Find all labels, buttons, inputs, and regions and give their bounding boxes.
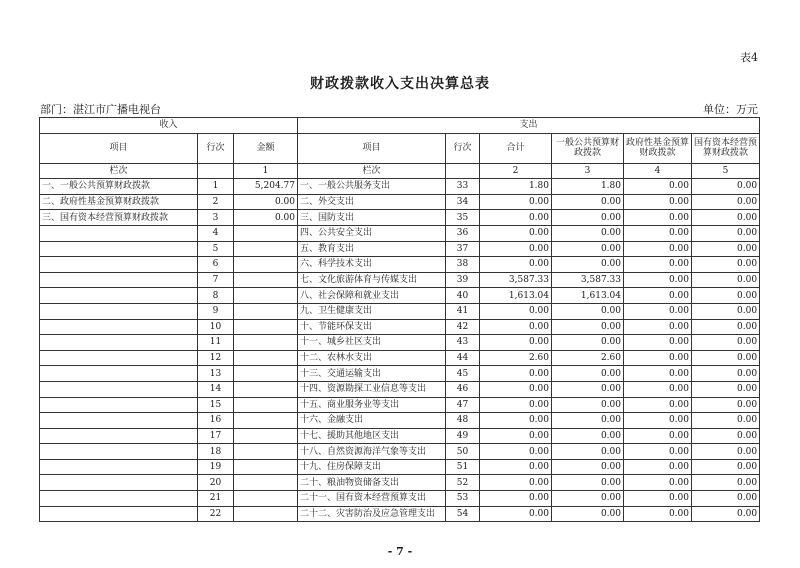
income-item-cell	[40, 303, 198, 319]
income-amount-cell	[234, 303, 298, 319]
income-row-no-header: 行次	[198, 133, 234, 163]
income-amount-cell: 0.00	[234, 210, 298, 226]
state-capital-cell: 0.00	[692, 288, 760, 304]
gov-fund-cell: 0.00	[624, 257, 692, 273]
general-budget-cell: 0.00	[552, 381, 624, 397]
income-row-number-cell: 14	[198, 381, 234, 397]
column-number: 4	[624, 163, 692, 179]
expense-row-number-cell: 47	[446, 397, 480, 413]
income-item-cell	[40, 335, 198, 351]
total-cell: 0.00	[480, 210, 552, 226]
income-row-number-cell: 7	[198, 272, 234, 288]
table-row	[40, 303, 760, 319]
expense-row-no-header: 行次	[446, 133, 480, 163]
state-capital-cell: 0.00	[692, 257, 760, 273]
total-cell: 1,613.04	[480, 288, 552, 304]
expense-row-number-cell: 35	[446, 210, 480, 226]
table-row	[40, 475, 760, 491]
expense-item-cell: 二十、粮油物资储备支出	[298, 475, 446, 491]
general-budget-cell: 0.00	[552, 491, 624, 507]
income-amount-cell	[234, 350, 298, 366]
table-row	[40, 506, 760, 522]
income-amount-cell	[234, 413, 298, 429]
gov-fund-cell: 0.00	[624, 381, 692, 397]
table-row	[40, 257, 760, 273]
state-capital-cell: 0.00	[692, 428, 760, 444]
gov-fund-cell: 0.00	[624, 444, 692, 460]
income-row-number-cell: 13	[198, 366, 234, 382]
income-amount-cell	[234, 272, 298, 288]
general-budget-cell: 0.00	[552, 475, 624, 491]
general-budget-cell: 0.00	[552, 397, 624, 413]
general-budget-cell: 0.00	[552, 366, 624, 382]
income-item-cell	[40, 288, 198, 304]
general-budget-cell: 2.60	[552, 350, 624, 366]
total-cell: 0.00	[480, 194, 552, 210]
page-number: - 7 -	[387, 545, 413, 558]
expense-item-cell: 十一、城乡社区支出	[298, 335, 446, 351]
gov-fund-cell: 0.00	[624, 303, 692, 319]
table-row	[40, 366, 760, 382]
gov-fund-cell: 0.00	[624, 366, 692, 382]
table-row	[40, 381, 760, 397]
expense-item-cell: 十七、援助其他地区支出	[298, 428, 446, 444]
income-item-cell	[40, 459, 198, 475]
expense-item-cell: 一、一般公共服务支出	[298, 179, 446, 195]
general-budget-cell: 0.00	[552, 257, 624, 273]
income-row-number-cell: 9	[198, 303, 234, 319]
state-capital-cell: 0.00	[692, 475, 760, 491]
table-row	[40, 397, 760, 413]
expense-item-cell: 四、公共安全支出	[298, 225, 446, 241]
total-cell: 0.00	[480, 257, 552, 273]
total-cell: 0.00	[480, 506, 552, 522]
general-budget-cell: 0.00	[552, 335, 624, 351]
gov-fund-cell: 0.00	[624, 491, 692, 507]
table-row	[40, 210, 760, 226]
state-capital-cell: 0.00	[692, 335, 760, 351]
total-cell: 0.00	[480, 241, 552, 257]
gov-fund-cell: 0.00	[624, 319, 692, 335]
state-capital-cell: 0.00	[692, 210, 760, 226]
table-row	[40, 413, 760, 429]
general-budget-cell: 1,613.04	[552, 288, 624, 304]
expense-row-number-cell: 51	[446, 459, 480, 475]
column-number: 2	[480, 163, 552, 179]
total-cell: 0.00	[480, 303, 552, 319]
expense-row-number-cell: 43	[446, 335, 480, 351]
total-cell: 0.00	[480, 491, 552, 507]
expense-item-cell: 十四、资源勘探工业信息等支出	[298, 381, 446, 397]
income-row-number-cell: 15	[198, 397, 234, 413]
table-row	[40, 491, 760, 507]
total-header: 合计	[480, 133, 552, 163]
income-item-cell	[40, 381, 198, 397]
general-budget-cell: 3,587.33	[552, 272, 624, 288]
expense-item-header: 项目	[298, 133, 446, 163]
income-amount-cell	[234, 257, 298, 273]
income-item-cell	[40, 397, 198, 413]
total-cell: 2.60	[480, 350, 552, 366]
expense-group-header: 支出	[298, 118, 760, 134]
income-amount-cell: 5,204.77	[234, 179, 298, 195]
income-row-number-cell: 18	[198, 444, 234, 460]
expense-item-cell: 十八、自然资源海洋气象等支出	[298, 444, 446, 460]
column-number: 5	[692, 163, 760, 179]
income-row-number-cell: 2	[198, 194, 234, 210]
table-row	[40, 225, 760, 241]
table-row	[40, 459, 760, 475]
state-capital-cell: 0.00	[692, 381, 760, 397]
income-amount-cell	[234, 241, 298, 257]
expense-item-cell: 十、节能环保支出	[298, 319, 446, 335]
expense-item-cell: 十二、农林水支出	[298, 350, 446, 366]
expense-row-number-cell: 44	[446, 350, 480, 366]
total-cell: 0.00	[480, 366, 552, 382]
expense-row-number-cell: 48	[446, 413, 480, 429]
income-item-cell	[40, 428, 198, 444]
expense-row-number-cell: 52	[446, 475, 480, 491]
state-capital-cell: 0.00	[692, 397, 760, 413]
table-row	[40, 335, 760, 351]
income-row-number-cell: 3	[198, 210, 234, 226]
expense-row-number-cell: 37	[446, 241, 480, 257]
state-capital-cell: 0.00	[692, 272, 760, 288]
column-label: 栏次	[298, 163, 446, 179]
total-cell: 0.00	[480, 459, 552, 475]
income-amount-cell	[234, 225, 298, 241]
header-group-row	[40, 118, 760, 134]
income-item-cell	[40, 241, 198, 257]
state-capital-cell: 0.00	[692, 491, 760, 507]
expense-row-number-cell: 45	[446, 366, 480, 382]
income-item-cell	[40, 272, 198, 288]
income-row-number-cell: 11	[198, 335, 234, 351]
state-capital-cell: 0.00	[692, 303, 760, 319]
general-budget-cell: 0.00	[552, 428, 624, 444]
gov-fund-cell: 0.00	[624, 335, 692, 351]
expense-row-number-cell: 46	[446, 381, 480, 397]
expense-item-cell: 十六、金融支出	[298, 413, 446, 429]
income-item-cell	[40, 506, 198, 522]
gov-fund-cell: 0.00	[624, 350, 692, 366]
income-row-number-cell: 5	[198, 241, 234, 257]
department-label: 部门：湛江市广播电视台	[40, 103, 161, 116]
income-amount-cell	[234, 288, 298, 304]
income-row-number-cell: 17	[198, 428, 234, 444]
table-row	[40, 241, 760, 257]
expense-item-cell: 五、教育支出	[298, 241, 446, 257]
expense-row-number-cell: 40	[446, 288, 480, 304]
column-number: 1	[234, 163, 298, 179]
column-number-row	[40, 163, 760, 179]
income-row-number-cell: 16	[198, 413, 234, 429]
income-amount-cell	[234, 335, 298, 351]
income-amount-cell	[234, 366, 298, 382]
expense-item-cell: 二十二、灾害防治及应急管理支出	[298, 506, 446, 522]
expense-row-number-cell: 53	[446, 491, 480, 507]
gov-fund-cell: 0.00	[624, 475, 692, 491]
general-budget-cell: 0.00	[552, 413, 624, 429]
expense-row-number-cell: 36	[446, 225, 480, 241]
income-item-cell	[40, 225, 198, 241]
column-number: 3	[552, 163, 624, 179]
unit-label: 单位：万元	[703, 103, 758, 116]
expense-item-cell: 九、卫生健康支出	[298, 303, 446, 319]
income-item-cell	[40, 413, 198, 429]
budget-table	[39, 117, 760, 522]
gov-fund-cell: 0.00	[624, 459, 692, 475]
state-capital-cell: 0.00	[692, 413, 760, 429]
table-number: 表4	[740, 51, 758, 64]
gov-fund-cell: 0.00	[624, 272, 692, 288]
gov-fund-cell: 0.00	[624, 179, 692, 195]
income-row-number-cell: 19	[198, 459, 234, 475]
total-cell: 3,587.33	[480, 272, 552, 288]
expense-item-cell: 二十一、国有资本经营预算支出	[298, 491, 446, 507]
table-row	[40, 350, 760, 366]
total-cell: 0.00	[480, 319, 552, 335]
income-item-cell	[40, 350, 198, 366]
income-amount-cell	[234, 444, 298, 460]
expense-item-cell: 八、社会保障和就业支出	[298, 288, 446, 304]
income-item-cell	[40, 475, 198, 491]
expense-row-number-cell: 42	[446, 319, 480, 335]
expense-item-cell: 二、外交支出	[298, 194, 446, 210]
income-amount-cell	[234, 491, 298, 507]
total-cell: 0.00	[480, 428, 552, 444]
total-cell: 0.00	[480, 225, 552, 241]
table-row	[40, 194, 760, 210]
income-amount-cell	[234, 319, 298, 335]
expense-item-cell: 十五、商业服务业等支出	[298, 397, 446, 413]
income-item-cell	[40, 491, 198, 507]
income-item-cell: 三、国有资本经营预算财政拨款	[40, 210, 198, 226]
table-row	[40, 179, 760, 195]
state-capital-cell: 0.00	[692, 350, 760, 366]
general-budget-cell: 1.80	[552, 179, 624, 195]
expense-row-number-cell: 41	[446, 303, 480, 319]
expense-row-number-cell: 50	[446, 444, 480, 460]
state-capital-cell: 0.00	[692, 366, 760, 382]
total-cell: 1.80	[480, 179, 552, 195]
state-capital-cell: 0.00	[692, 319, 760, 335]
expense-row-number-cell: 39	[446, 272, 480, 288]
income-row-number-cell: 10	[198, 319, 234, 335]
income-row-number-cell: 6	[198, 257, 234, 273]
header-row	[40, 133, 760, 163]
gov-fund-cell: 0.00	[624, 413, 692, 429]
income-group-header: 收入	[40, 118, 298, 134]
gov-fund-cell: 0.00	[624, 225, 692, 241]
column-label: 栏次	[40, 163, 198, 179]
total-cell: 0.00	[480, 413, 552, 429]
gov-fund-cell: 0.00	[624, 210, 692, 226]
income-item-cell	[40, 257, 198, 273]
gov-fund-cell: 0.00	[624, 241, 692, 257]
income-amount-cell	[234, 459, 298, 475]
expense-row-number-cell: 49	[446, 428, 480, 444]
income-row-number-cell: 8	[198, 288, 234, 304]
income-amount-cell	[234, 428, 298, 444]
total-cell: 0.00	[480, 475, 552, 491]
expense-row-number-cell: 33	[446, 179, 480, 195]
income-row-number-cell: 21	[198, 491, 234, 507]
general-budget-cell: 0.00	[552, 225, 624, 241]
income-item-cell	[40, 366, 198, 382]
total-cell: 0.00	[480, 381, 552, 397]
expense-item-cell: 三、国防支出	[298, 210, 446, 226]
table-row	[40, 319, 760, 335]
income-amount-cell	[234, 506, 298, 522]
general-budget-cell: 0.00	[552, 210, 624, 226]
income-item-cell	[40, 319, 198, 335]
general-budget-cell: 0.00	[552, 303, 624, 319]
income-item-header: 项目	[40, 133, 198, 163]
state-capital-cell: 0.00	[692, 194, 760, 210]
gov-fund-cell: 0.00	[624, 194, 692, 210]
state-capital-cell: 0.00	[692, 506, 760, 522]
state-capital-cell: 0.00	[692, 225, 760, 241]
income-amount-cell	[234, 397, 298, 413]
income-item-cell	[40, 444, 198, 460]
table-row	[40, 272, 760, 288]
expense-row-number-cell: 38	[446, 257, 480, 273]
general-budget-cell: 0.00	[552, 319, 624, 335]
table-row	[40, 444, 760, 460]
income-row-number-cell: 4	[198, 225, 234, 241]
income-item-cell: 二、政府性基金预算财政拨款	[40, 194, 198, 210]
gov-fund-cell: 0.00	[624, 397, 692, 413]
income-row-number-cell: 22	[198, 506, 234, 522]
expense-row-number-cell: 34	[446, 194, 480, 210]
income-row-number-cell: 1	[198, 179, 234, 195]
gov-fund-cell: 0.00	[624, 428, 692, 444]
gov-fund-cell: 0.00	[624, 506, 692, 522]
general-budget-cell: 0.00	[552, 241, 624, 257]
general-budget-cell: 0.00	[552, 444, 624, 460]
empty-cell	[446, 163, 480, 179]
page-title: 财政拨款收入支出决算总表	[310, 76, 490, 92]
table-row	[40, 288, 760, 304]
total-cell: 0.00	[480, 335, 552, 351]
income-item-cell: 一、一般公共预算财政拨款	[40, 179, 198, 195]
income-amount-header: 金额	[234, 133, 298, 163]
state-capital-cell: 0.00	[692, 241, 760, 257]
state-capital-cell: 0.00	[692, 444, 760, 460]
income-row-number-cell: 12	[198, 350, 234, 366]
state-capital-header: 国有资本经营预算财政拨款	[692, 133, 760, 163]
general-budget-cell: 0.00	[552, 506, 624, 522]
total-cell: 0.00	[480, 444, 552, 460]
table-row	[40, 428, 760, 444]
expense-item-cell: 十三、交通运输支出	[298, 366, 446, 382]
income-amount-cell	[234, 381, 298, 397]
empty-cell	[198, 163, 234, 179]
general-budget-header: 一般公共预算财政拨款	[552, 133, 624, 163]
gov-fund-cell: 0.00	[624, 288, 692, 304]
income-amount-cell	[234, 475, 298, 491]
state-capital-cell: 0.00	[692, 179, 760, 195]
state-capital-cell: 0.00	[692, 459, 760, 475]
expense-item-cell: 十九、住房保障支出	[298, 459, 446, 475]
expense-row-number-cell: 54	[446, 506, 480, 522]
income-amount-cell: 0.00	[234, 194, 298, 210]
income-row-number-cell: 20	[198, 475, 234, 491]
gov-fund-header: 政府性基金预算财政拨款	[624, 133, 692, 163]
general-budget-cell: 0.00	[552, 459, 624, 475]
total-cell: 0.00	[480, 397, 552, 413]
general-budget-cell: 0.00	[552, 194, 624, 210]
expense-item-cell: 六、科学技术支出	[298, 257, 446, 273]
expense-item-cell: 七、文化旅游体育与传媒支出	[298, 272, 446, 288]
